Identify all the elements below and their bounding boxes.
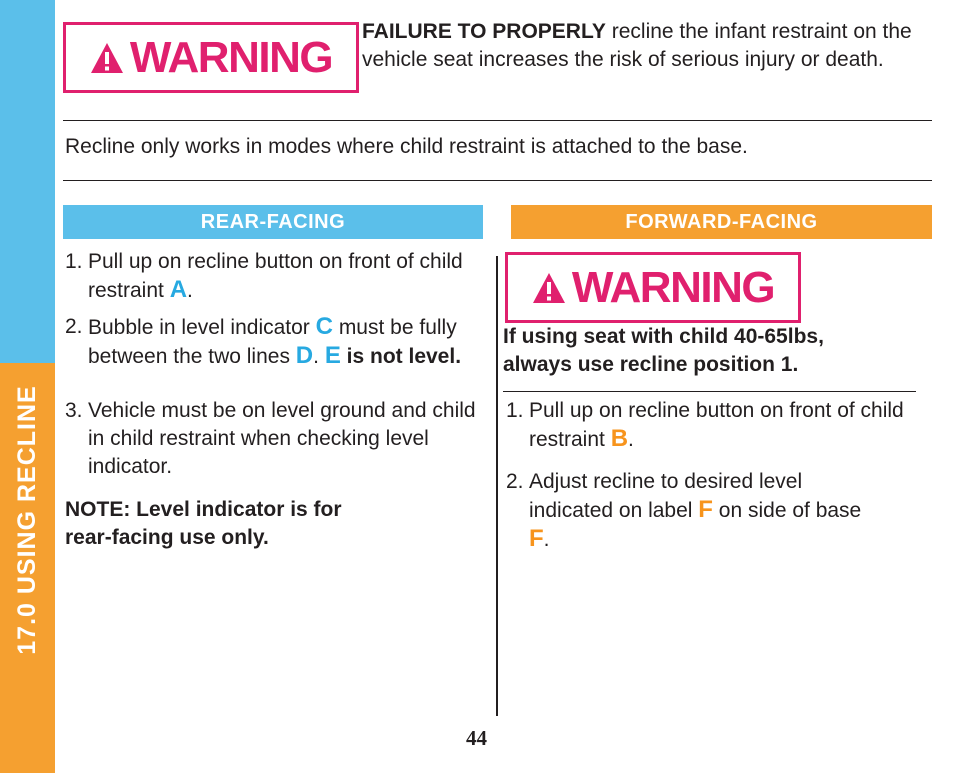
reference-letter: E xyxy=(324,342,341,369)
forward-step-2 xyxy=(506,468,866,554)
step-text: Pull up on recline button on front of child restraint xyxy=(88,250,463,302)
column-divider xyxy=(496,256,498,716)
step-text: must be fully between the two lines xyxy=(88,316,457,368)
reference-letter: F xyxy=(529,525,544,552)
rear-step-1 xyxy=(65,248,485,305)
warning-badge xyxy=(63,22,359,93)
reference-letter: D xyxy=(295,342,314,369)
forward-facing-header: FORWARD-FACING xyxy=(511,205,932,239)
step-bold-text: is not level. xyxy=(340,345,462,368)
warning-badge xyxy=(505,252,801,323)
step-end: . xyxy=(187,279,193,302)
step-number: 2. xyxy=(65,315,83,338)
step-text: Adjust recline to desired level indicated on label xyxy=(529,470,803,522)
warning-label: WARNING xyxy=(129,32,333,82)
step-text: Vehicle must be on level ground and child in child restraint when checking level indicator. xyxy=(88,399,476,478)
page-number: 44 xyxy=(466,726,487,750)
forward-warning-text: If using seat with child 40-65lbs, always use recline position 1. xyxy=(503,325,824,376)
rear-step-2 xyxy=(65,313,485,371)
step-end: . xyxy=(543,528,550,551)
reference-letter: B xyxy=(610,425,629,452)
chapter-label: 17.0 USING RECLINE xyxy=(13,385,41,655)
divider xyxy=(503,391,916,392)
divider xyxy=(63,120,932,121)
divider xyxy=(63,180,932,181)
reference-letter: F xyxy=(698,496,713,523)
step-end: . xyxy=(628,428,634,451)
step-number: 2. xyxy=(506,470,524,493)
step-text: on side of base xyxy=(712,499,862,522)
step-text: Bubble in level indicator xyxy=(88,316,316,339)
failure-warning-text xyxy=(362,18,942,74)
exclamation-triangle-icon xyxy=(532,271,566,305)
step-text: Pull up on recline button on front of child restraint xyxy=(529,399,904,451)
reference-letter: A xyxy=(169,276,188,303)
exclamation-triangle-icon xyxy=(90,41,124,75)
rear-facing-header: REAR-FACING xyxy=(63,205,483,239)
rear-step-3 xyxy=(65,397,485,481)
side-chapter-tab xyxy=(0,0,55,773)
step-number: 1. xyxy=(506,399,524,422)
reference-letter: C xyxy=(315,313,333,340)
recline-note: Recline only works in modes where child restraint is attached to the base. xyxy=(65,135,748,158)
failure-bold: FAILURE TO PROPERLY xyxy=(362,20,606,43)
rear-note: NOTE: Level indicator is for rear-facing use only. xyxy=(65,498,342,549)
step-number: 3. xyxy=(65,399,83,422)
step-number: 1. xyxy=(65,250,83,273)
warning-label: WARNING xyxy=(571,262,775,312)
forward-step-1 xyxy=(506,397,926,454)
failure-body: recline the infant restraint on the vehicle seat increases the risk of serious injury or death. xyxy=(362,20,912,71)
step-text: . xyxy=(313,345,325,368)
